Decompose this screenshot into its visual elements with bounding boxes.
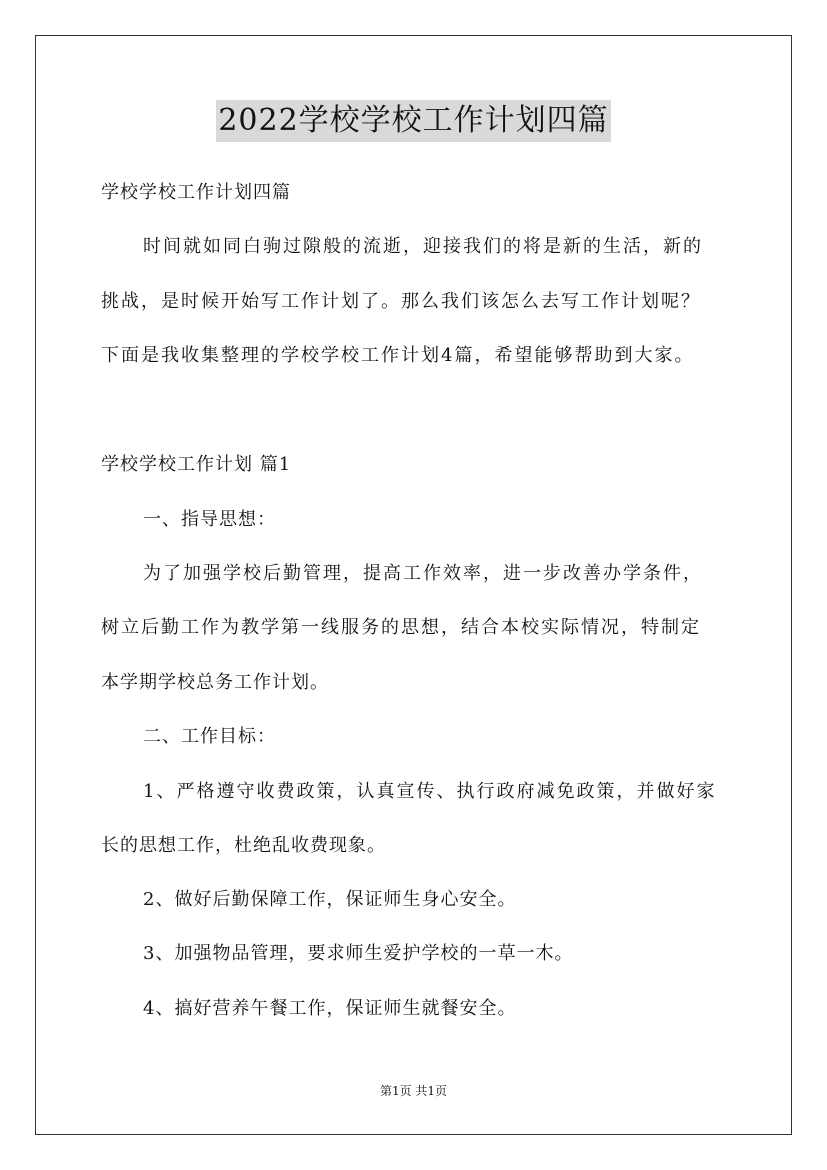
goal-2: 2、做好后勤保障工作，保证师生身心安全。 <box>143 889 517 910</box>
section-heading: 学校学校工作计划 篇1 <box>101 454 292 475</box>
intro-line-2: 挑战，是时候开始写工作计划了。那么我们该怎么去写工作计划呢？ <box>101 291 701 312</box>
document-title-block <box>0 100 827 142</box>
guiding-line-1: 为了加强学校后勤管理，提高工作效率，进一步改善办学条件， <box>143 563 703 584</box>
page-footer: 第1页 共1页 <box>379 1084 448 1098</box>
goals-heading: 二、工作目标： <box>143 726 276 747</box>
subtitle: 学校学校工作计划四篇 <box>101 182 291 203</box>
goal-1-line-1: 1、严格遵守收费政策，认真宣传、执行政府减免政策，并做好家 <box>143 781 717 802</box>
goal-4: 4、搞好营养午餐工作，保证师生就餐安全。 <box>143 998 517 1019</box>
goal-3: 3、加强物品管理，要求师生爱护学校的一草一木。 <box>143 943 574 964</box>
intro-line-3: 下面是我收集整理的学校学校工作计划4篇，希望能够帮助到大家。 <box>101 345 695 366</box>
document-title: 2022学校学校工作计划四篇 <box>216 100 610 142</box>
intro-line-1: 时间就如同白驹过隙般的流逝，迎接我们的将是新的生活，新的 <box>143 236 703 257</box>
guiding-heading: 一、指导思想： <box>143 509 276 530</box>
guiding-line-2: 树立后勤工作为教学第一线服务的思想，结合本校实际情况，特制定 <box>101 617 701 638</box>
goal-1-line-2: 长的思想工作，杜绝乱收费现象。 <box>101 835 386 856</box>
guiding-line-3: 本学期学校总务工作计划。 <box>101 672 329 693</box>
